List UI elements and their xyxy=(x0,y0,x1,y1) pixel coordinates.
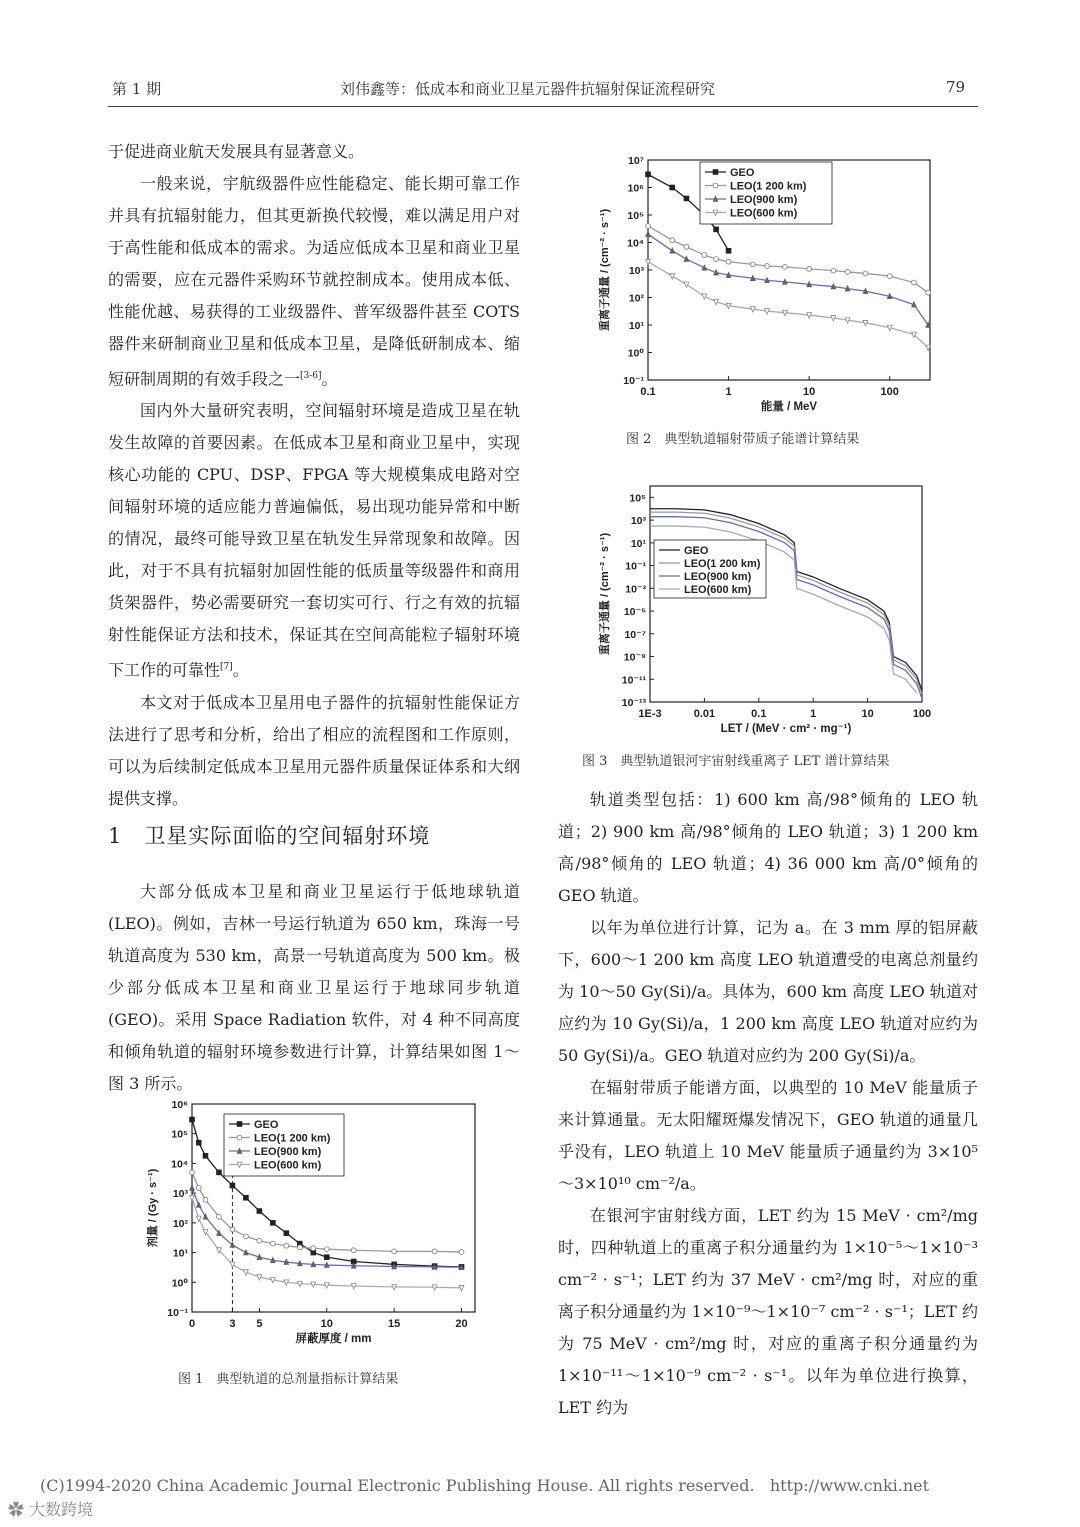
y-tick-label: 10¹ xyxy=(630,537,646,550)
x-tick-label: 15 xyxy=(388,1318,401,1330)
legend-label-leo-900-km: LEO(900 km) xyxy=(254,1146,322,1158)
data-point-leo-1-200-km xyxy=(765,264,770,269)
legend-label-leo-1-200-km: LEO(1 200 km) xyxy=(254,1132,331,1145)
left-column-lower xyxy=(108,876,520,1100)
x-axis-label: 屏蔽厚度 / mm xyxy=(295,1333,372,1345)
data-point-geo xyxy=(684,196,689,201)
figure-2-chart xyxy=(590,150,940,420)
data-point-leo-1-200-km xyxy=(459,1250,464,1255)
paragraph-8: 在辐射带质子能谱方面，以典型的 10 MeV 能量质子来计算通量。无太阳耀斑爆发情况下，GEO 轨道的通量几乎没有，LEO 轨道上 10 MeV 能量质子通量约为 3×10⁵～3×10¹⁰ cm⁻²/a。 xyxy=(558,1078,978,1193)
data-point-leo-1-200-km xyxy=(432,1249,437,1254)
data-point-geo xyxy=(203,1153,208,1158)
y-tick-label: 10⁴ xyxy=(171,1158,188,1171)
data-point-leo-1-200-km xyxy=(831,268,836,273)
legend-marker-geo xyxy=(237,1122,242,1127)
y-tick-label: 10⁶ xyxy=(171,1099,188,1111)
data-point-leo-1-200-km xyxy=(807,266,812,271)
data-point-leo-1-200-km xyxy=(702,253,707,258)
y-tick-label: 10⁻¹ xyxy=(625,560,646,573)
paragraph-3-text: 国内外大量研究表明，空间辐射环境是造成卫星在轨发生故障的首要因素。在低成本卫星和商业卫星中，实现核心功能的 CPU、DSP、FPGA 等大规模集成电路对空间辐射环境的适应能力普遍偏低，易出现功能异常和中断的情况，最终可能导致卫星在轨发生异常现象和故障。因此，对于不具有抗辐射加固性能的低质量等级器件和商用货架器件，势必需要研究一套切实可行、行之有效的抗辐射性能保证方法和技术，保证其在空间高能粒子辐射环境下工作的可靠性 xyxy=(108,401,520,680)
x-tick-label: 10 xyxy=(320,1318,333,1330)
legend-label-leo-1-200-km: LEO(1 200 km) xyxy=(684,558,761,570)
data-point-geo xyxy=(646,172,651,177)
right-column xyxy=(558,784,978,1424)
y-tick-label: 10³ xyxy=(628,265,644,277)
copyright-text: (C)1994-2020 China Academic Journal Electronic Publishing House. All rights reserved. xyxy=(40,1476,755,1495)
y-axis-label: 剂量 / (Gy · s⁻¹) xyxy=(147,1168,159,1248)
paragraph-2-end: 。 xyxy=(321,369,338,389)
data-point-geo xyxy=(324,1255,329,1260)
data-point-leo-1-200-km xyxy=(351,1248,356,1253)
y-tick-label: 10³ xyxy=(630,515,646,528)
paragraph-3 xyxy=(108,395,520,686)
data-point-leo-1-200-km xyxy=(244,1234,249,1239)
data-point-leo-1-200-km xyxy=(782,264,787,269)
section-heading: 1 卫星实际面临的空间辐射环境 xyxy=(108,824,431,848)
data-point-leo-1-200-km xyxy=(750,262,755,267)
figure-2-caption: 图 2 典型轨道辐射带质子能谱计算结果 xyxy=(626,432,860,447)
legend-label-leo-600-km: LEO(600 km) xyxy=(254,1159,322,1172)
x-axis-label: LET / (MeV · cm² · mg⁻¹) xyxy=(720,723,852,735)
x-tick-label: 1 xyxy=(725,386,732,398)
y-tick-label: 10¹ xyxy=(628,320,644,332)
x-tick-label: 0.01 xyxy=(693,708,716,720)
x-tick-label: 0.1 xyxy=(640,386,656,398)
left-column-upper xyxy=(108,136,520,815)
figure-3-caption: 图 3 典型轨道银河宇宙射线重离子 LET 谱计算结果 xyxy=(582,754,890,769)
y-tick-label: 10² xyxy=(172,1217,188,1230)
data-point-leo-1-200-km xyxy=(392,1249,397,1254)
citation-7: [7] xyxy=(220,662,233,673)
paragraph-7: 以年为单位进行计算，记为 a。在 3 mm 厚的铝屏蔽下，600～1 200 km 高度 LEO 轨道遭受的电离总剂量约为 10～50 Gy(Si)/a。具体为，600 km 高度 LEO 轨道对应约为 10 Gy(Si)/a，1 200 km 高度 LEO 轨道对应约为 50 Gy(Si)/a。GEO 轨道对应约为 200 Gy(Si)/a。 xyxy=(558,918,978,1065)
watermark xyxy=(8,1497,93,1520)
legend-label-geo: GEO xyxy=(254,1119,279,1131)
paragraph-3-end: 。 xyxy=(232,660,249,680)
x-tick-label: 5 xyxy=(256,1318,263,1330)
data-point-leo-1-200-km xyxy=(230,1227,235,1232)
paragraph-4: 本文对于低成本卫星用电子器件的抗辐射性能保证方法进行了思考和分析，给出了相应的流程图和工作原则，可以为后续制定低成本卫星用元器件质量保证体系和大纲提供支撑。 xyxy=(108,692,520,808)
data-point-leo-1-200-km xyxy=(190,1170,195,1175)
figure-1-caption: 图 1 典型轨道的总剂量指标计算结果 xyxy=(178,1372,399,1387)
data-point-leo-900-km xyxy=(190,1185,195,1190)
x-tick-label: 0 xyxy=(188,1318,196,1330)
data-point-geo xyxy=(190,1117,195,1122)
paragraph-9: 在银河宇宙射线方面，LET 约为 15 MeV · cm²/mg 时，四种轨道上的重离子积分通量约为 1×10⁻⁵～1×10⁻³ cm⁻² · s⁻¹；LET 约为 37 MeV · cm²/mg 时，对应的重离子积分通量约为 1×10⁻⁹～1×10⁻⁷ cm⁻² · s⁻¹；LET 约为 75 MeV · cm²/mg 时，对应的重离子积分通量约为 1×10⁻¹¹～1×10⁻⁹ cm⁻² · s⁻¹。以年为单位进行换算，LET 约为 xyxy=(558,1206,978,1417)
paragraph-5: 大部分低成本卫星和商业卫星运行于低地球轨道(LEO)。例如，吉林一号运行轨道为 650 km，珠海一号轨道高度为 530 km，高景一号轨道高度为 500 km。极少部分低成本卫星和商业卫星运行于地球同步轨道(GEO)。采用 Space Radiation 软件，对 4 种不同高度和倾角轨道的辐射环境参数进行计算，计算结果如图 1～图 3 所示。 xyxy=(108,882,520,1093)
data-point-leo-1-200-km xyxy=(726,259,731,264)
data-point-leo-600-km xyxy=(190,1195,195,1200)
data-point-leo-1-200-km xyxy=(257,1238,262,1243)
x-tick-label: 10 xyxy=(861,708,874,720)
y-tick-label: 10⁶ xyxy=(627,182,644,195)
data-point-geo xyxy=(257,1209,262,1214)
data-point-leo-1-200-km xyxy=(912,280,917,285)
data-point-leo-1-200-km xyxy=(196,1186,201,1191)
footer-url: http://www.cnki.net xyxy=(769,1476,930,1495)
y-tick-label: 10⁰ xyxy=(627,347,644,360)
data-point-leo-1-200-km xyxy=(714,257,719,262)
legend-label-leo-900-km: LEO(900 km) xyxy=(684,571,752,583)
data-point-geo xyxy=(217,1170,222,1175)
data-point-leo-1-200-km xyxy=(926,290,931,295)
data-point-leo-1-200-km xyxy=(887,274,892,279)
watermark-text: 大数跨境 xyxy=(29,1500,94,1519)
y-tick-label: 10⁻⁷ xyxy=(624,628,646,641)
data-point-leo-1-200-km xyxy=(863,271,868,276)
data-point-leo-1-200-km xyxy=(270,1241,275,1246)
y-tick-label: 10³ xyxy=(172,1188,188,1201)
data-point-leo-1-200-km xyxy=(646,224,651,229)
data-point-leo-600-km xyxy=(684,282,689,287)
data-point-geo xyxy=(726,248,731,253)
x-tick-label: 1E-3 xyxy=(638,708,662,720)
y-tick-label: 10⁵ xyxy=(627,210,644,222)
y-tick-label: 10⁷ xyxy=(627,155,644,167)
legend-label-geo: GEO xyxy=(730,167,755,179)
y-axis-label: 重离子通量 / (cm⁻² · s⁻¹) xyxy=(599,532,611,656)
y-tick-label: 10⁰ xyxy=(171,1277,188,1290)
x-axis-label: 能量 / MeV xyxy=(760,401,818,413)
data-point-leo-1-200-km xyxy=(297,1245,302,1250)
y-tick-label: 10⁻¹ xyxy=(167,1307,188,1319)
data-point-leo-900-km xyxy=(670,248,675,253)
y-tick-label: 10⁴ xyxy=(627,237,644,250)
x-tick-label: 1 xyxy=(810,708,817,720)
data-point-leo-1-200-km xyxy=(845,270,850,275)
data-point-geo xyxy=(196,1140,201,1145)
data-point-geo xyxy=(230,1183,235,1188)
data-point-leo-1-200-km xyxy=(284,1243,289,1248)
y-tick-label: 10² xyxy=(628,292,644,305)
data-point-leo-900-km xyxy=(196,1202,201,1207)
page-number: 79 xyxy=(946,78,966,96)
x-tick-label: 0.1 xyxy=(751,708,767,720)
paragraph-2 xyxy=(108,168,520,395)
y-tick-label: 10⁵ xyxy=(171,1128,188,1141)
figure-3-chart xyxy=(590,478,946,740)
legend-label-leo-600-km: LEO(600 km) xyxy=(684,584,752,596)
y-tick-label: 10⁵ xyxy=(629,492,646,505)
x-tick-label: 20 xyxy=(455,1318,468,1330)
legend-marker-geo xyxy=(713,170,718,175)
data-point-leo-1-200-km xyxy=(217,1214,222,1219)
data-point-leo-900-km xyxy=(646,231,651,236)
issue-label: 第 1 期 xyxy=(112,80,162,98)
running-title: 刘伟鑫等：低成本和商业卫星元器件抗辐射保证流程研究 xyxy=(340,80,716,98)
y-tick-label: 10⁻⁹ xyxy=(623,651,646,664)
legend-label-leo-600-km: LEO(600 km) xyxy=(730,207,798,220)
data-point-geo xyxy=(670,185,675,190)
series-line-leo-1-200-km xyxy=(650,512,922,694)
y-tick-label: 10⁻¹³ xyxy=(621,697,646,709)
data-point-geo xyxy=(270,1220,275,1225)
y-tick-label: 10⁻³ xyxy=(625,583,646,596)
figure-1-chart xyxy=(140,1092,485,1364)
watermark-icon: ✿ xyxy=(8,1500,25,1519)
y-tick-label: 10¹ xyxy=(172,1247,188,1260)
paragraph-6: 轨道类型包括：1) 600 km 高/98°倾角的 LEO 轨道；2) 900 km 高/98°倾角的 LEO 轨道；3) 1 200 km 高/98°倾角的 LEO 轨道；4) 36 000 km 高/0°倾角的 GEO 轨道。 xyxy=(558,790,978,905)
data-point-leo-1-200-km xyxy=(311,1246,316,1251)
y-tick-label: 10⁻¹ xyxy=(623,375,644,387)
series-line-leo-600-km xyxy=(648,262,928,348)
paragraph-2-text: 一般来说，宇航级器件应性能稳定、能长期可靠工作并具有抗辐射能力，但其更新换代较慢，难以满足用户对于高性能和低成本的需求。为适应低成本卫星和商业卫星的需要，应在元器件采购环节就控制成本。使用成本低、性能优越、易获得的工业级器件、普军级器件甚至 COTS 器件来研制商业卫星和低成本卫星，是降低研制成本、缩短研制周期的有效手段之一 xyxy=(108,174,520,389)
legend-label-leo-1-200-km: LEO(1 200 km) xyxy=(730,180,807,193)
x-tick-label: 100 xyxy=(912,708,932,720)
x-tick-label: 100 xyxy=(880,386,899,398)
legend-label-geo: GEO xyxy=(684,545,709,557)
data-point-geo xyxy=(284,1231,289,1236)
legend-marker-leo-1-200-km xyxy=(237,1135,242,1140)
data-point-geo xyxy=(244,1195,249,1200)
y-tick-label: 10⁻⁵ xyxy=(623,606,646,619)
copyright-footer xyxy=(40,1476,929,1495)
data-point-geo xyxy=(714,227,719,232)
citation-3-6: [3-6] xyxy=(300,371,322,381)
series-line-geo xyxy=(650,509,922,691)
legend-label-leo-900-km: LEO(900 km) xyxy=(730,194,798,206)
data-point-leo-1-200-km xyxy=(684,244,689,249)
x-tick-label: 3 xyxy=(229,1318,236,1330)
data-point-leo-1-200-km xyxy=(324,1247,329,1252)
data-point-leo-1-200-km xyxy=(670,238,675,243)
x-tick-label: 10 xyxy=(803,386,816,398)
legend-marker-leo-1-200-km xyxy=(713,183,718,188)
header-rule xyxy=(108,106,978,107)
y-tick-label: 10⁻¹¹ xyxy=(621,674,646,687)
y-axis-label: 重离子通量 / (cm⁻² · s⁻¹) xyxy=(599,208,611,332)
paragraph-1: 于促进商业航天发展具有显著意义。 xyxy=(108,142,365,161)
data-point-leo-1-200-km xyxy=(203,1197,208,1202)
